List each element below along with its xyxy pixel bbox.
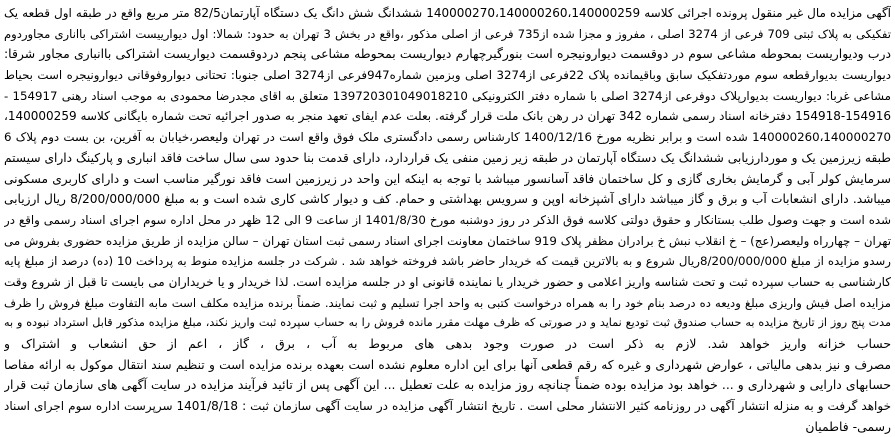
- notice-line: رسدو مزایده از مبلغ 8/200/000/000ریال شروع و به بالاترین قیمت که خریدار حاضر باشد فروخته خواهد شد . شرکت در جلسه مزایده منوط به پرداخت 10 (ده) درصد از مبلغ پایه: [4, 254, 891, 269]
- notice-line: درب ودیواریست بمحوطه مشاعی سوم در دوقسمت دیوارونیجره است بنورگیرچهارم دیواریست بمحوطه مشاعی پنجم دردوقسمت دیواریست اشتراکی باانباری مجاور شرقا:: [4, 46, 891, 62]
- notice-line: طبقه زیرزمین یک و موردارزیابی ششدانگ یک دستگاه آپارتمان در طبقه زیر زمین منفی یک قراردارد، دارای قدمت بنا حدود سی سال ساخت فاقد انباری و پارکینگ دارای سیستم: [4, 150, 891, 165]
- notice-line: مصرف و نیز بدهی مالیاتی ، عوارض شهرداری و غیره که رقم قطعی آنها برای این اداره معلوم نشده است بعهده برنده مزایده است و تنظیم سند انتقال موکول به ارائه مفاصا: [4, 357, 891, 372]
- notice-line: شده است و جهت وصول طلب بستانکار و حقوق دولتی کلاسه فوق الذکر در روز دوشنبه مورخ 1401/8/30 از ساعت 9 الی 12 ظهر در محل اداره سوم اجرای اسناد رسمی واقع در: [4, 212, 891, 227]
- notice-line: حساب خزانه واریز خواهد شد. لازم به ذکر است در صورت وجود بدهی های مربوط به آب ، برق ، گاز ، اعم از حق انشعاب و اشتراک و: [4, 336, 891, 351]
- notice-line: کارشناسی به حساب سپرده ثبت و تحت شناسه واریز اعلامی و حضور خریدار یا نماینده قانونی او در جلسه مزایده است. لذا خریدار و یا خریداران می بایست تا قبل از شروع وقت: [4, 274, 891, 289]
- notice-line: تهران – چهارراه ولیعصر(عج) – خ انقلاب نبش خ برادران مظفر پلاک 919 ساختمان معاونت اجرای اسناد رسمی ثبت استان تهران – سالن مزایده از طریق مزایده حضوری بفروش می: [4, 233, 891, 248]
- notice-line: سرمایش کولر آبی و گرمایش بخاری گازی و کل ساختمان فاقد آسانسور میباشد با توجه به اینکه این واحد در زیرزمین است فاقد نورگیر مناسب است و دارای کاربری مسکونی: [4, 171, 891, 186]
- notice-line: آگهی مزایده مال غیر منقول پرونده اجرائی کلاسه 140000270،140000260،140000259 ششدانگ شش دانگ یک دستگاه آپارتمان82/5 متر مربع واقع در طبقه اول قطعه یک: [4, 6, 891, 20]
- notice-line: مدت پنج روز از تاریخ مزایده به حساب صندوق ثبت تودیع نماید و در صورتی که ظرف مهلت مقرر مانده فروش را به حساب سپرده ثبت واریز نکند، مبلغ مزایده مذکور قابل استرداد نبوده و به: [4, 316, 891, 330]
- notice-line: 140000260،140000270 شده است و برابر نظریه مورخ 1400/12/16 کارشناس رسمی دادگستری ملک فوق واقع است در تهران ولیعصر،خیابان به آفرین، بن بست دوم پلاک 6: [4, 130, 891, 145]
- notice-line: تفکیکی به پلاک ثبتی 709 فرعی از 3274 اصلی ، مفروز و مجزا شده از735 فرعی از اصلی مذکور ،واقع در بخش 3 تهران به حدود: شمالا: اول دیوارییست اشتراکی بااناری مجاوردوم: [4, 26, 891, 41]
- notice-line: دیواریست بدیوارقطعه سوم موردتفکیک سابق وباقیمانده پلاک 22فرعی از3274 اصلی وبزمین شماره947فرعی از3274 اصلی جنوبا: تحتانی دیواروفوقانی دیوارونیجره است بحیاط: [4, 68, 891, 83]
- notice-line: میباشد. دارای انشعابات آب و برق و گاز میباشد دارای آشپزخانه اوپن و سرویس بهداشتی و حمام. کف و دیوار کاشی کاری شده است و به مبلغ 8/200/000/000 ریال ارزیابی: [4, 192, 891, 207]
- notice-line: مزایده اصل فیش واریزی مبلغ ودیعه ده درصد بنام خود را به همراه درخواست کتبی به واحد اجرا تسلیم و ثبت نمایند. ضمناً برنده مزایده مکلف است مابه التفاوت مبلغ فروش را ظرف: [4, 295, 891, 310]
- notice-signature-line: رسمی- فاطمیان: [805, 418, 891, 434]
- notice-line: مشاعی غربا: دیواریست بدیوارپلاک دوفرعی از3274 اصلی با شماره دفتر الکترونیکی 139720301049018210 متعلق به اقای مجدرضا محمودی به موجب اسناد رهنی 154917 -: [4, 88, 891, 103]
- notice-line: خواهد گرفت و به منزله انتشار آگهی در روزنامه کثیر الانتشار محلی است . تاریخ انتشار آگهی مزایده در سایت آگهی سازمان ثبت : 1401/8/18 سرپرست اداره سوم اجرای اسناد: [4, 399, 891, 414]
- notice-line: حسابهای دارایی و شهرداری و ... خواهد بود مزایده بوده ضمناً چنانچه روز مزایده به علت تعطیل ... این آگهی پس از تائید فرآیند مزایده در سایت آگهی های سازمان ثبت قرار: [4, 377, 891, 393]
- notice-line: 154918-154916 دفترخانه اسناد رسمی شماره 342 تهران در رهن بانک ملت قرار گرفته. بعلت عدم ایفای تعهد منجر به صدور اجرائیه تحت شماره بایگانی کلاسه 140000259،: [4, 109, 891, 124]
